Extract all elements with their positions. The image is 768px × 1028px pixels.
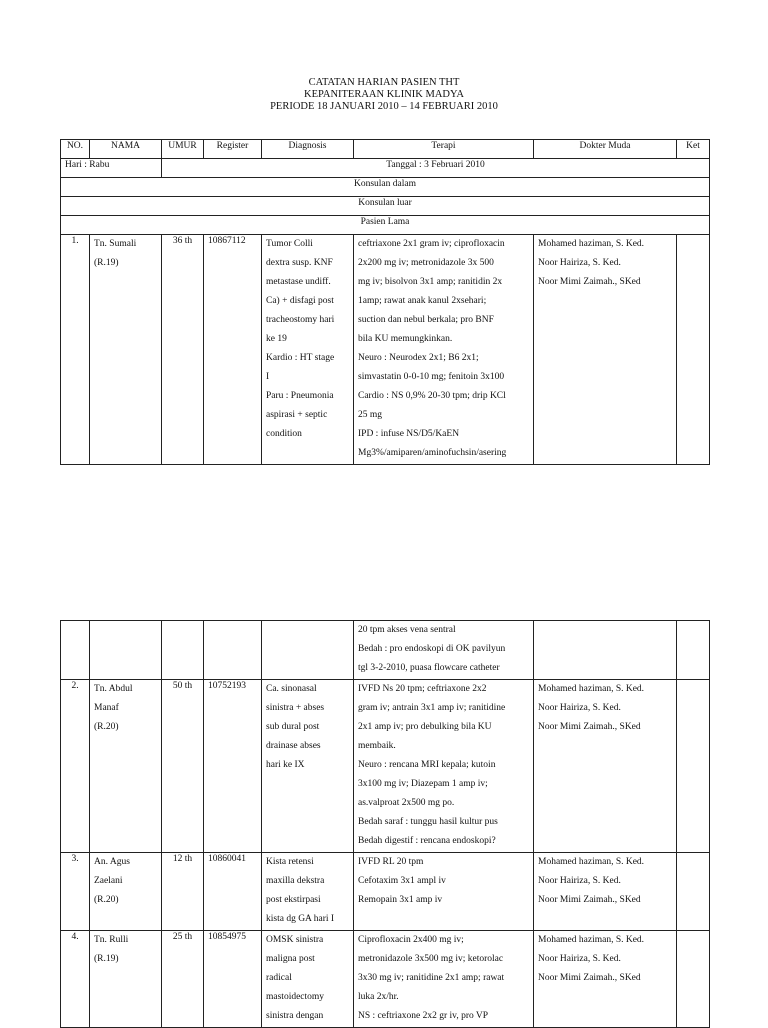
row-ket [677,680,710,853]
row-register: 10860041 [204,853,262,931]
section-pasien-lama: Pasien Lama [61,216,710,235]
row-diagnosis: Ca. sinonasal sinistra + abses sub dural post drainase abses hari ke IX [262,680,354,853]
row-dokter: Mohamed haziman, S. Ked. Noor Hairiza, S. Ked. Noor Mimi Zaimah., SKed [534,931,677,1028]
row-register [204,621,262,680]
day-row [61,159,710,178]
row-diagnosis [262,621,354,680]
row-umur [162,621,204,680]
hari-cell: Hari : Rabu [61,159,162,178]
tanggal-cell: Tanggal : 3 Februari 2010 [162,159,710,178]
row-ket [677,931,710,1028]
col-umur: UMUR [162,140,204,159]
row-nama: Tn. Rulli (R.19) [90,931,162,1028]
col-register: Register [204,140,262,159]
col-dokter: Dokter Muda [534,140,677,159]
row-terapi: IVFD Ns 20 tpm; ceftriaxone 2x2 gram iv; antrain 3x1 amp iv; ranitidine 2x1 amp iv; pro debulking bila KU membaik. Neuro : rencana MRI kepala; kutoin 3x100 mg iv; Diazepam 1 amp iv; as.valproat 2x500 mg po. Bedah saraf : tunggu hasil kultur pus Bedah digestif : rencana endoskopi? [354,680,534,853]
row-ket [677,853,710,931]
row-diagnosis: Tumor Colli dextra susp. KNF metastase undiff. Ca) + disfagi post tracheostomy hari ke 19 Kardio : HT stage I Paru : Pneumonia aspirasi + septic condition [262,235,354,465]
row-nama: Tn. Abdul Manaf (R.20) [90,680,162,853]
col-no: NO. [61,140,90,159]
table-row [61,680,710,853]
row-nama [90,621,162,680]
row-diagnosis: Kista retensi maxilla dekstra post ekstirpasi kista dg GA hari I [262,853,354,931]
table-row [61,853,710,931]
table-row [61,621,710,680]
row-umur: 12 th [162,853,204,931]
row-dokter: Mohamed haziman, S. Ked. Noor Hairiza, S. Ked. Noor Mimi Zaimah., SKed [534,853,677,931]
row-terapi: IVFD RL 20 tpm Cefotaxim 3x1 ampl iv Remopain 3x1 amp iv [354,853,534,931]
row-dokter: Mohamed haziman, S. Ked. Noor Hairiza, S. Ked. Noor Mimi Zaimah., SKed [534,680,677,853]
row-no: 3. [61,853,90,931]
row-terapi: ceftriaxone 2x1 gram iv; ciprofloxacin 2x200 mg iv; metronidazole 3x 500 mg iv; bisolvon 3x1 amp; ranitidin 2x 1amp; rawat anak kanul 2xsehari; suction dan nebul berkala; pro BNF bila KU memungkinkan. Neuro : Neurodex 2x1; B6 2x1; simvastatin 0-0-10 mg; fenitoin 3x100 Cardio : NS 0,9% 20-30 tpm; drip KCl 25 mg IPD : infuse NS/D5/KaEN Mg3%/amiparen/aminofuchsin/asering [354,235,534,465]
row-ket [677,621,710,680]
section-row [61,178,710,197]
table-row [61,235,710,465]
row-umur: 50 th [162,680,204,853]
section-row [61,216,710,235]
col-diagnosis: Diagnosis [262,140,354,159]
patient-table-page2 [60,620,710,1028]
row-no: 1. [61,235,90,465]
row-no [61,621,90,680]
table-row [61,931,710,1028]
section-row [61,197,710,216]
header-period: PERIODE 18 JANUARI 2010 – 14 FEBRUARI 2010 [270,101,498,112]
row-nama: An. Agus Zaelani (R.20) [90,853,162,931]
row-register: 10752193 [204,680,262,853]
patient-table-page1 [60,139,710,465]
col-nama: NAMA [90,140,162,159]
row-terapi: Ciprofloxacin 2x400 mg iv; metronidazole 3x500 mg iv; ketorolac 3x30 mg iv; ranitidine 2x1 amp; rawat luka 2x/hr. NS : ceftriaxone 2x2 gr iv, pro VP [354,931,534,1028]
row-diagnosis: OMSK sinistra maligna post radical mastoidectomy sinistra dengan [262,931,354,1028]
row-register: 10867112 [204,235,262,465]
row-terapi: 20 tpm akses vena sentral Bedah : pro endoskopi di OK pavilyun tgl 3-2-2010, puasa flowcare catheter [354,621,534,680]
row-dokter [534,621,677,680]
section-konsulan-dalam: Konsulan dalam [61,178,710,197]
document-header [0,77,768,113]
section-konsulan-luar: Konsulan luar [61,197,710,216]
col-terapi: Terapi [354,140,534,159]
row-no: 4. [61,931,90,1028]
row-ket [677,235,710,465]
row-no: 2. [61,680,90,853]
row-nama: Tn. Sumali (R.19) [90,235,162,465]
header-subtitle: KEPANITERAAN KLINIK MADYA [303,89,465,100]
row-dokter: Mohamed haziman, S. Ked. Noor Hairiza, S. Ked. Noor Mimi Zaimah., SKed [534,235,677,465]
col-ket: Ket [677,140,710,159]
header-title: CATATAN HARIAN PASIEN THT [308,77,460,88]
header-row [61,140,710,159]
row-register: 10854975 [204,931,262,1028]
row-umur: 36 th [162,235,204,465]
row-umur: 25 th [162,931,204,1028]
